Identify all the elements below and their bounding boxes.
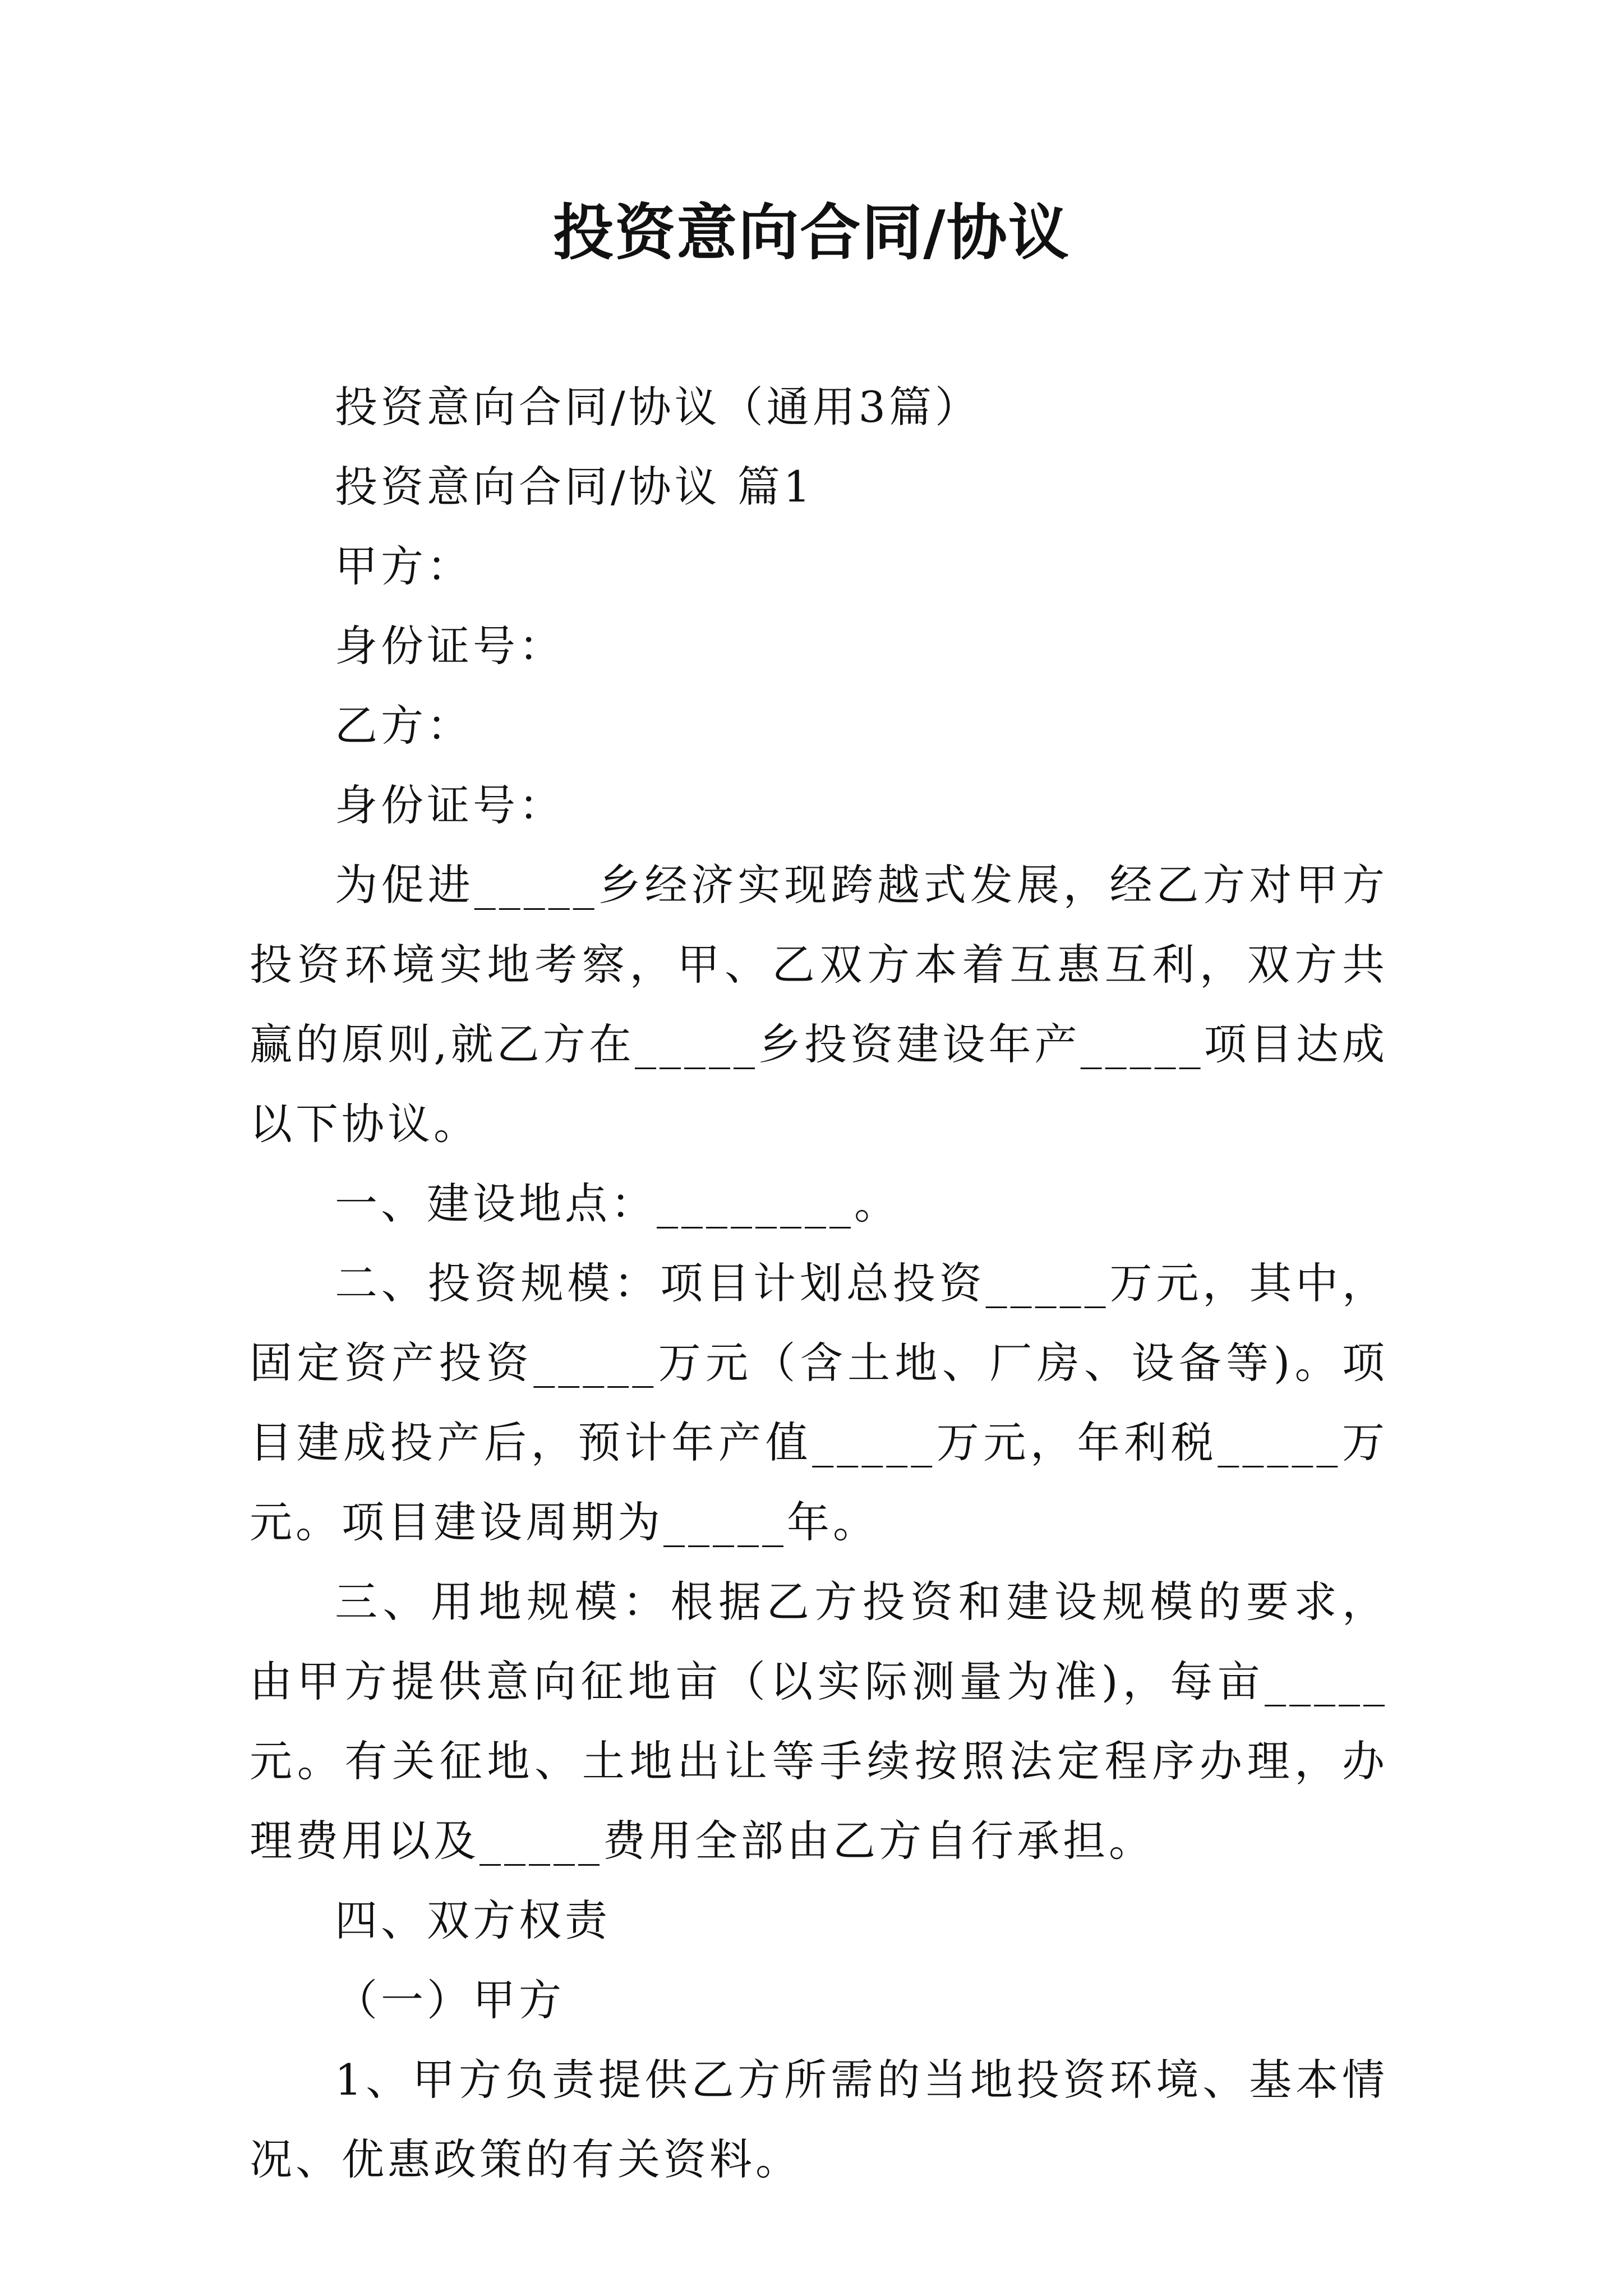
subtitle-line: 投资意向合同/协议（通用3篇） (335, 382, 981, 432)
document-title: 投资意向合同/协议 (553, 197, 1070, 268)
party-a-item-1: 1、甲方负责提供乙方所需的当地投资环境、基本情况、优惠政策的有关资料。 (250, 2055, 1388, 2184)
document-body (250, 367, 1388, 2200)
party-a-label: 甲方： (335, 541, 473, 591)
party-b-id-label: 身份证号： (335, 780, 565, 830)
section-heading: 投资意向合同/协议 篇1 (335, 462, 814, 512)
party-b-label: 乙方： (335, 701, 473, 751)
clause-land-scale: 三、用地规模：根据乙方投资和建设规模的要求，由甲方提供意向征地亩（以实际测量为准)，每亩_____元。有关征地、土地出让等手续按照法定程序办理，办理费用以及_____费用全部由乙方自行承担。 (250, 1577, 1388, 1866)
clause-investment-scale: 二、投资规模：项目计划总投资_____万元，其中，固定资产投资_____万元（含土地、厂房、设备等)。项目建成投产后，预计年产值_____万元，年利税_____万元。项目建设周期为_____年。 (250, 1258, 1388, 1547)
clause-rights-heading: 四、双方权责 (335, 1895, 611, 1945)
party-a-id-label: 身份证号： (335, 621, 565, 671)
clause-location: 一、建设地点：________。 (335, 1179, 900, 1228)
intro-paragraph: 为促进_____乡经济实现跨越式发展，经乙方对甲方投资环境实地考察，甲、乙双方本着互惠互利，双方共赢的原则,就乙方在_____乡投资建设年产_____项目达成以下协议。 (250, 860, 1388, 1149)
party-a-subheading: （一）甲方 (335, 1975, 565, 2025)
